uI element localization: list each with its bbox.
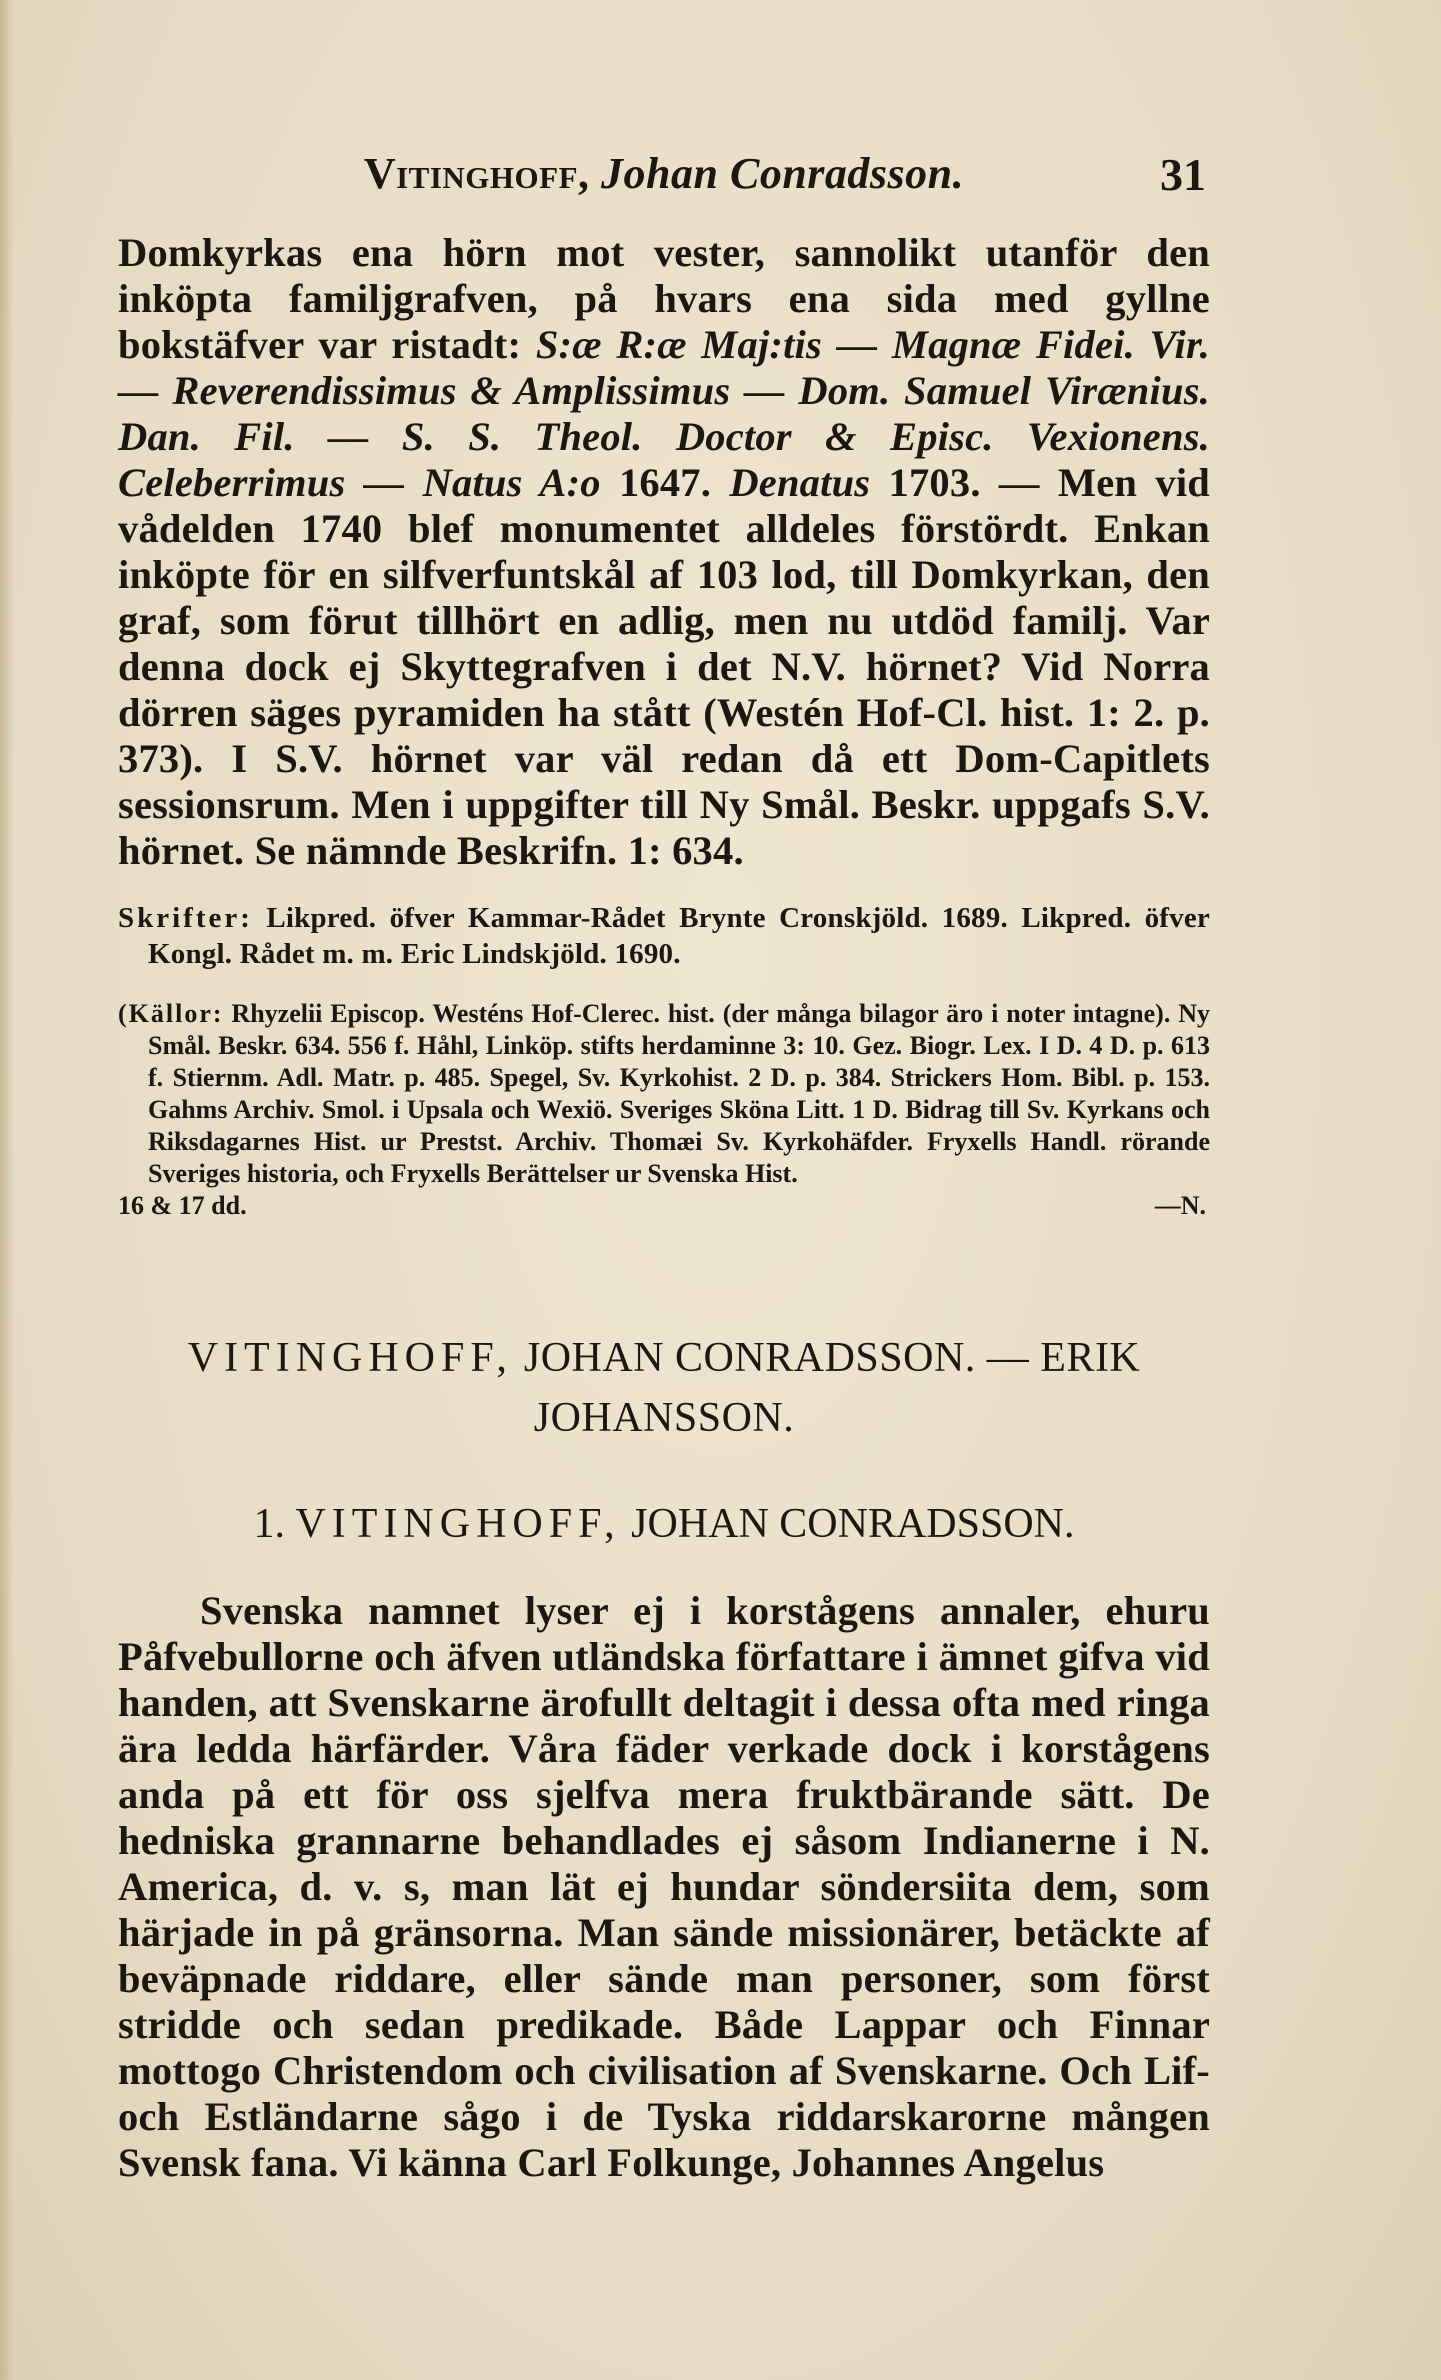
paragraph-1-text-e: 1703. — Men vid vådelden 1740 blef monumentet alldeles förstördt. Enkan inköpte för en silfverfuntskål af 103 lod, till Domkyrkan, den graf, som förut tillhört en adlig, men nu utdöd familj. Var denna dock ej Skyttegrafven i det N.V. hörnet? Vid Norra dörren säges pyramiden ha stått (Westén Hof-Cl. hist. 1: 2. p. 373). I S.V. hörnet var väl redan då ett Dom-Capitlets sessionsrum. Men i uppgifter till Ny Smål. Beskr. uppgafs S.V. hörnet. Se nämnde Beskrifn. 1: 634. bbox=[118, 460, 1211, 873]
kallor-text: Rhyzelii Episcop. Westéns Hof-Clerec. hist. (der många bilagor äro i noter intagne). Ny Smål. Beskr. 634. 556 f. Håhl, Linköp. stifts herdaminne 3: 10. Gez. Biogr. Lex. I D. 4 D. p. 613 f. Stiernm. Adl. Matr. p. 485. Spegel, Sv. Kyrkohist. 2 D. p. 384. Strickers Hom. Bibl. p. 153. Gahms Archiv. Smol. i Upsala och Wexiö. Sveriges Sköna Litt. 1 D. Bidrag till Sv. Kyrkans och Riksdagarnes Hist. ur Prestst. Archiv. Thomæi Sv. Kyrkohäfder. Fryxells Handl. rörande Sveriges historia, och Fryxells Berättelser ur Svenska Hist. bbox=[148, 999, 1210, 1188]
page-edge-shadow bbox=[0, 0, 14, 2380]
running-head-surname: Vitinghoff, bbox=[363, 149, 590, 198]
running-head-title bbox=[118, 148, 1210, 199]
paragraph-1-text-a: Domkyrkas ena hörn mot vester, sannolikt utanför den inköpta familjgrafven, på hvars ena sida med gyllne bokstäfver var ristadt: bbox=[118, 230, 1210, 367]
skrifter-note bbox=[118, 900, 1210, 972]
subsection-number: 1. bbox=[253, 1501, 285, 1547]
section-heading-names: JOHAN CONRADSSON. — ERIK bbox=[523, 1335, 1141, 1381]
paragraph-1-denatus: Denatus bbox=[729, 460, 871, 505]
section-heading-line-1 bbox=[118, 1328, 1210, 1388]
paragraph-2: Svenska namnet lyser ej i korstågens annaler, ehuru Påfvebullorne och äfven utländska författare i ämnet gifva vid handen, att Svenskarne ärofullt deltagit i dessa ofta med ringa ära ledda härfärder. Våra fäder verkade dock i korstågens anda på ett för oss sjelfva mera fruktbärande sätt. De hedniska grannarne behandlades ej såsom Indianerne i N. America, d. v. s, man lät ej hundar söndersiita dem, som härjade in på gränsorna. Man sände missionärer, betäckte af beväpnade riddare, eller sände man personer, som först stridde och sedan predikade. Både Lappar och Finnar mottogo Christendom och civilisation af Svenskarne. Och Lif- och Estländarne sågo i de Tyska riddarskarorne mången Svensk fana. Vi känna Carl Folkunge, Johannes Angelus bbox=[118, 1588, 1210, 2185]
subsection-heading bbox=[118, 1500, 1210, 1548]
kallor-last-line bbox=[118, 1190, 1210, 1222]
running-head-given-name: Johan Conradsson. bbox=[601, 149, 965, 198]
section-heading-line-2: JOHANSSON. bbox=[533, 1395, 795, 1441]
kallor-note bbox=[118, 998, 1210, 1222]
page-number: 31 bbox=[1160, 149, 1206, 200]
book-page bbox=[118, 148, 1210, 2186]
subsection-name: JOHAN CONRADSSON. bbox=[631, 1501, 1075, 1547]
paragraph-1-inscription: S:æ R:æ Maj:tis — Magnæ Fidei. Vir. — Reverendissimus & Amplissimus — Dom. Samuel Virænius. Dan. Fil. — S. S. Theol. Doctor & Episc. Vexionens. Celeberrimus — Natus A:o bbox=[118, 322, 1211, 505]
section-heading-surname: VITINGHOFF, bbox=[187, 1335, 513, 1381]
paragraph-1-birth-year: 1647. bbox=[618, 460, 712, 505]
kallor-last: 16 & 17 dd. bbox=[118, 1191, 247, 1220]
skrifter-label: Skrifter: bbox=[118, 902, 253, 934]
author-signature: —N. bbox=[1154, 1191, 1206, 1220]
running-head bbox=[118, 148, 1210, 210]
paragraph-continued bbox=[118, 230, 1210, 874]
kallor-label: (Källor: bbox=[118, 999, 224, 1028]
skrifter-text: Likpred. öfver Kammar-Rådet Brynte Cronskjöld. 1689. Likpred. öfver Kongl. Rådet m. m. Eric Lindskjöld. 1690. bbox=[148, 902, 1210, 970]
section-heading bbox=[118, 1328, 1210, 1448]
subsection-surname: VITINGHOFF, bbox=[295, 1501, 621, 1547]
